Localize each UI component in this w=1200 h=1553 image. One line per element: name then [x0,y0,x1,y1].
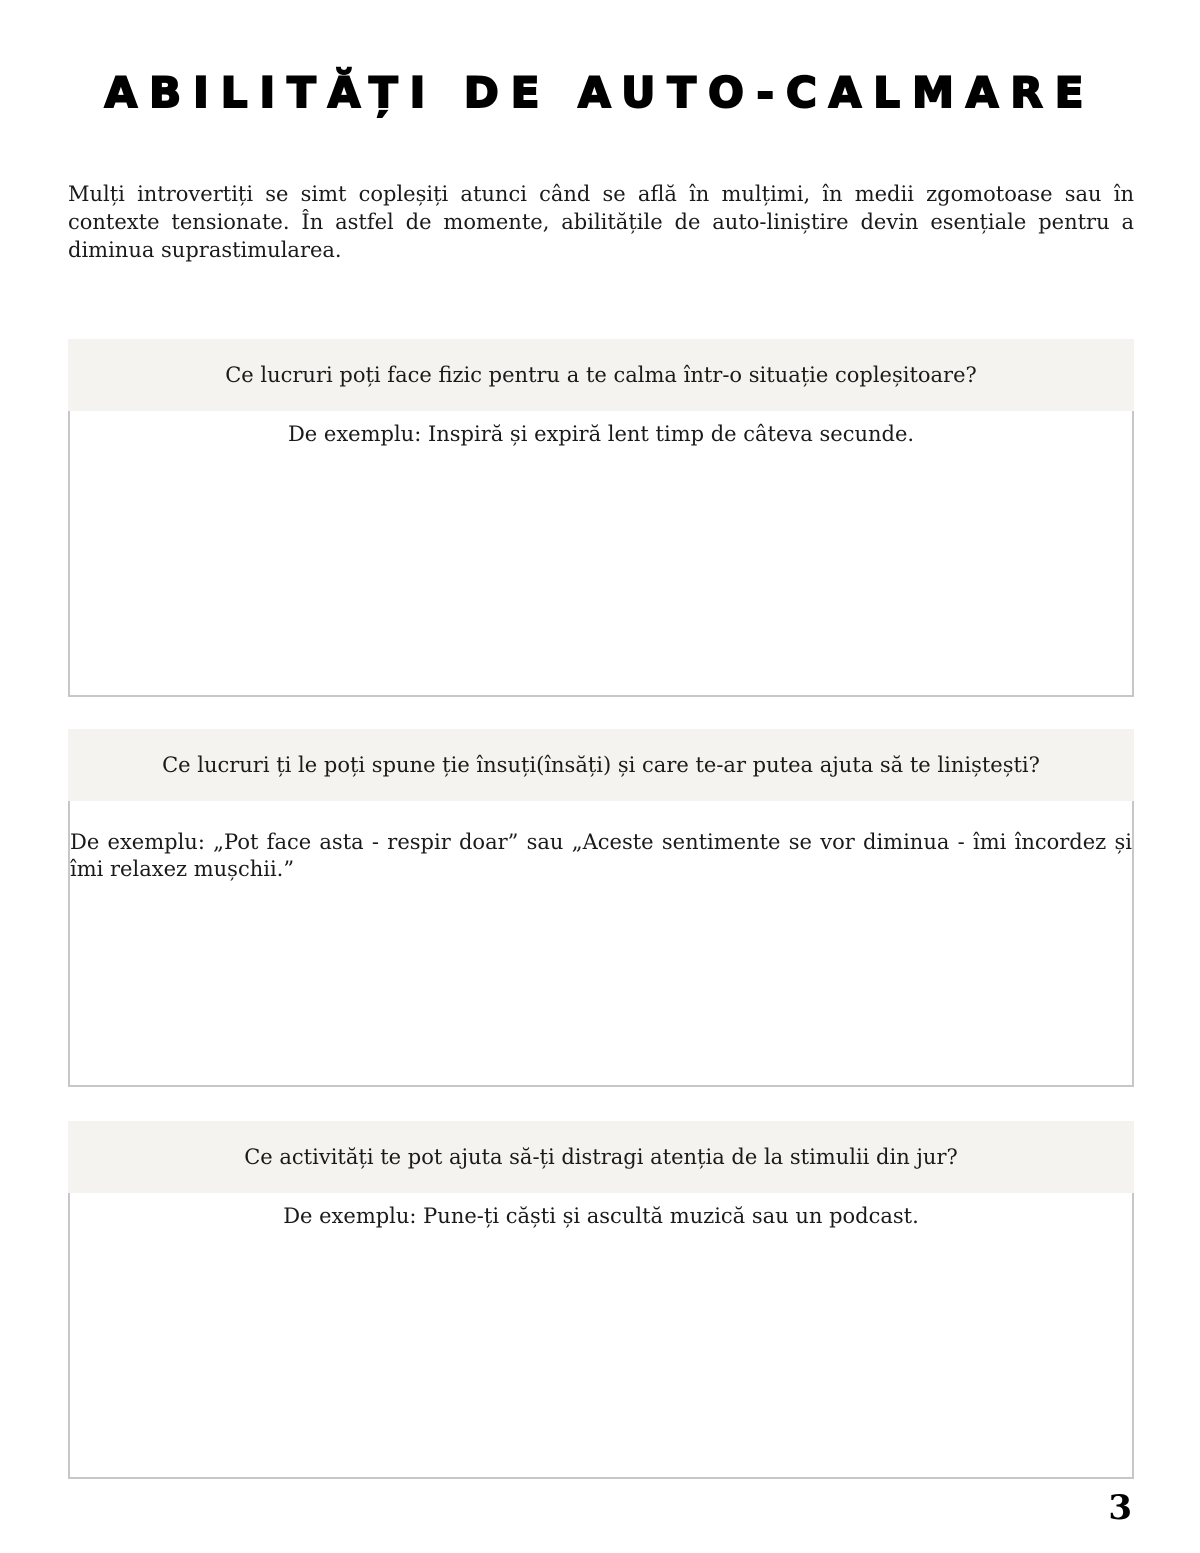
page-number: 3 [1108,1488,1132,1528]
question-text: Ce lucruri ți le poți spune ție însuți(însăți) și care te-ar putea ajuta să te liniștești? [162,753,1040,777]
example-text: De exemplu: Pune-ți căști și ascultă muzică sau un podcast. [283,1204,919,1228]
example-text: De exemplu: Inspiră și expiră lent timp de câteva secunde. [287,422,915,446]
question-header [68,1121,1134,1193]
question-section-3 [68,1121,1134,1479]
question-section-2 [68,729,1134,1087]
page-title: ABILITĂȚI DE AUTO-CALMARE [104,68,1096,117]
answer-box[interactable] [68,1193,1134,1479]
question-text: Ce lucruri poți face fizic pentru a te calma într-o situație copleșitoare? [225,363,977,387]
question-header [68,339,1134,411]
question-section-1 [68,339,1134,697]
answer-box[interactable] [68,801,1134,1087]
answer-box[interactable] [68,411,1134,697]
question-header [68,729,1134,801]
example-text: De exemplu: „Pot face asta - respir doar” sau „Aceste sentimente se vor diminua - îmi încordez și îmi relaxez mușchii.” [70,830,1132,881]
question-text: Ce activități te pot ajuta să-ți distragi atenția de la stimulii din jur? [244,1145,958,1169]
intro-paragraph: Mulți introvertiți se simt copleșiți atunci când se află în mulțimi, în medii zgomotoase sau în contexte tensionate. În astfel de momente, abilitățile de auto-liniștire devin esențiale pentru a diminua suprastimularea. [68,182,1134,262]
